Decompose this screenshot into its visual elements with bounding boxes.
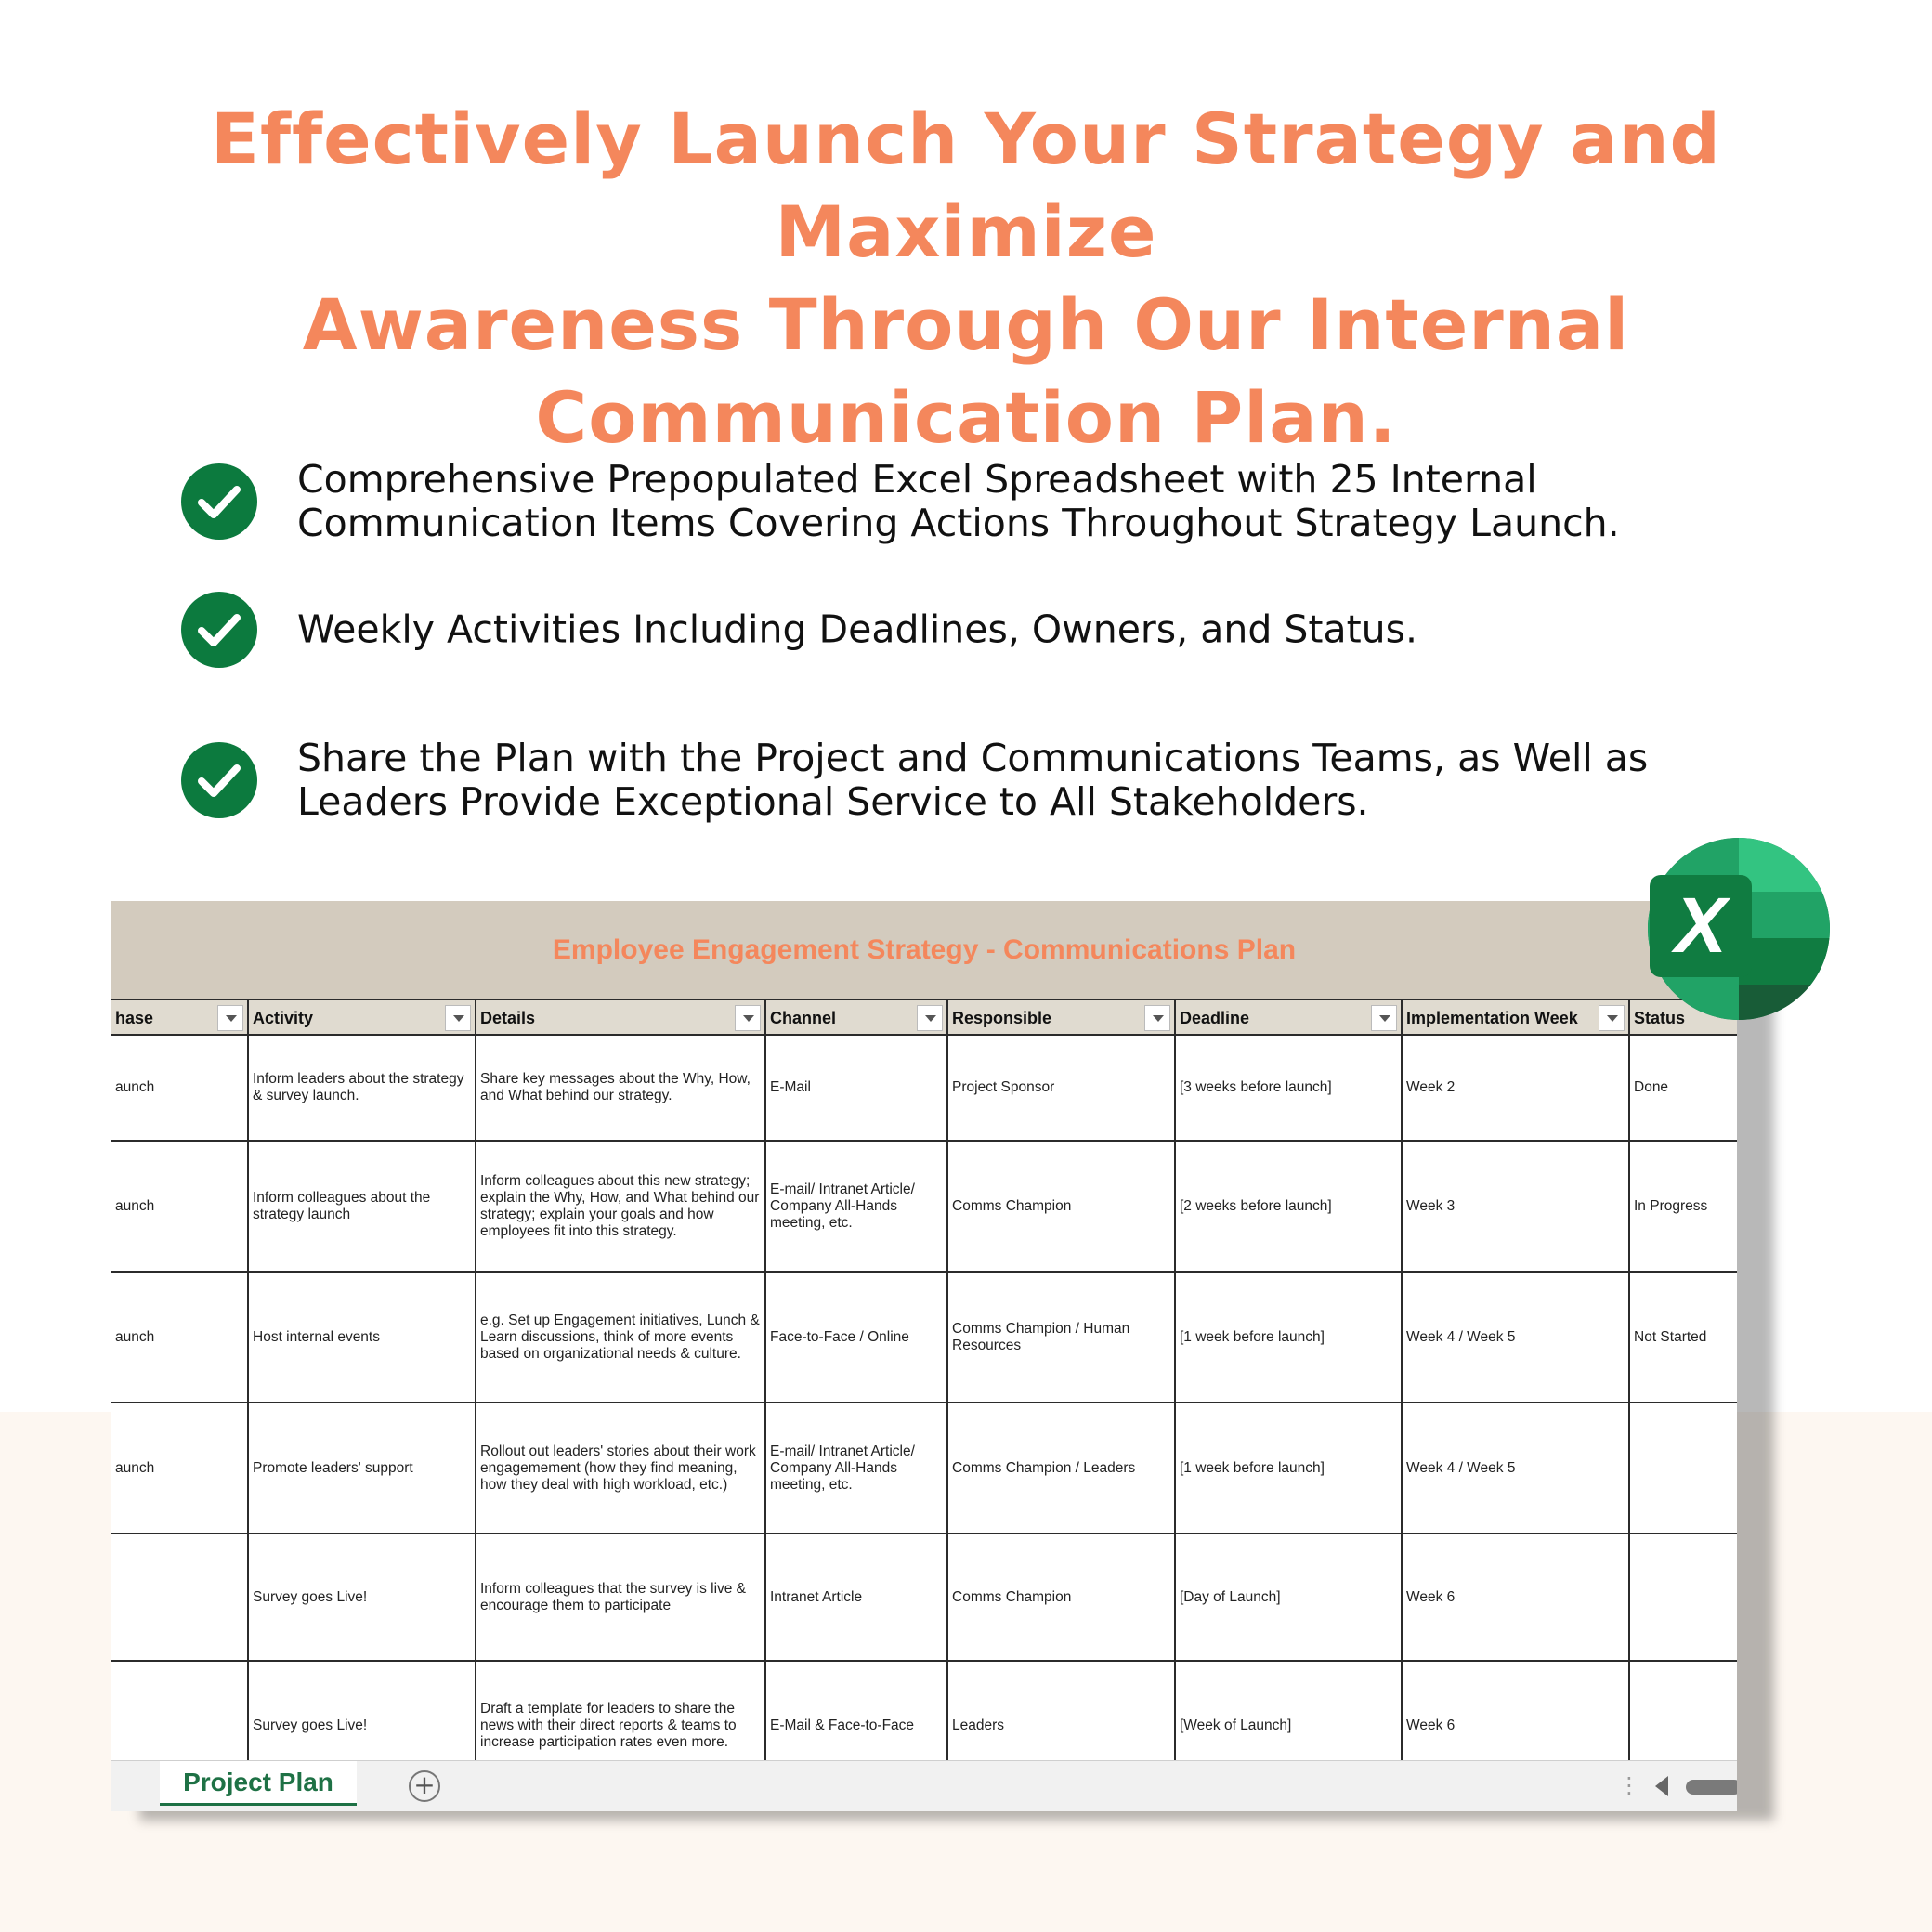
horizontal-scrollbar[interactable] — [1686, 1780, 1737, 1795]
bullet-item — [181, 734, 1853, 827]
column-header-activity[interactable] — [249, 1000, 476, 1036]
column-header-label: Status — [1634, 1009, 1686, 1027]
cell-details[interactable] — [476, 1273, 766, 1402]
more-options-icon[interactable]: ⋮ — [1618, 1772, 1640, 1798]
headline — [56, 93, 1876, 464]
cell-deadline[interactable] — [1176, 1036, 1403, 1140]
cell-text: Leaders — [952, 1717, 1005, 1733]
bullet-text — [297, 608, 1858, 652]
cell-text: Company All-Hands — [770, 1459, 897, 1476]
cell-responsible[interactable] — [948, 1036, 1176, 1140]
spreadsheet-window — [111, 901, 1737, 1811]
cell-text: Learn discussions, think of more events — [480, 1328, 734, 1345]
cell-phase[interactable] — [111, 1273, 249, 1402]
cell-phase[interactable] — [111, 1403, 249, 1533]
cell-text: encourage them to participate — [480, 1597, 672, 1613]
cell-text: Promote leaders' support — [253, 1459, 413, 1476]
cell-text: Done — [1634, 1079, 1669, 1095]
cell-week[interactable] — [1403, 1036, 1630, 1140]
cell-text: & survey launch. — [253, 1088, 359, 1103]
cell-text: E-mail/ Intranet Article/ — [770, 1442, 915, 1459]
cell-deadline[interactable] — [1176, 1142, 1403, 1271]
cell-text: Face-to-Face / Online — [770, 1328, 909, 1345]
cell-status[interactable] — [1630, 1534, 1737, 1660]
bullet-item — [181, 583, 1853, 676]
cell-channel[interactable] — [766, 1273, 948, 1402]
bullet-text — [297, 458, 1858, 545]
tab-project-plan[interactable]: Project Plan — [160, 1761, 357, 1806]
column-header-label: Responsible — [952, 1009, 1052, 1027]
cell-text: based on organizational needs & culture. — [480, 1345, 741, 1362]
cell-text: explain the Why, How, and What behind our — [480, 1189, 760, 1206]
cell-channel[interactable] — [766, 1534, 948, 1660]
column-header-phase[interactable] — [111, 1000, 249, 1036]
cell-details[interactable] — [476, 1036, 766, 1140]
table-row[interactable] — [111, 1036, 1737, 1142]
bullet-text — [297, 737, 1858, 824]
filter-dropdown-icon[interactable] — [917, 1005, 943, 1031]
column-header-implementation-week[interactable] — [1403, 1000, 1630, 1036]
scroll-left-icon[interactable] — [1655, 1776, 1668, 1796]
cell-text: Inform colleagues about this new strategy; — [480, 1172, 751, 1189]
column-header-deadline[interactable] — [1176, 1000, 1403, 1036]
cell-text: Rollout out leaders' stories about their work — [480, 1442, 756, 1459]
cell-activity[interactable] — [249, 1142, 476, 1271]
cell-text: In Progress — [1634, 1197, 1708, 1214]
cell-text: meeting, etc. — [770, 1214, 853, 1231]
cell-week[interactable] — [1403, 1534, 1630, 1660]
cell-text: strategy launch — [253, 1206, 351, 1222]
cell-text: Survey goes Live! — [253, 1717, 368, 1733]
bullet-line: Communication Items Covering Actions Throughout Strategy Launch. — [297, 501, 1620, 545]
cell-responsible[interactable] — [948, 1273, 1176, 1402]
cell-text: Week 2 — [1406, 1079, 1456, 1095]
excel-logo-icon — [1646, 836, 1832, 1022]
cell-text: Week 4 / Week 5 — [1406, 1459, 1516, 1476]
cell-text: Inform colleagues about the — [253, 1189, 431, 1206]
cell-responsible[interactable] — [948, 1403, 1176, 1533]
column-header-label: Details — [480, 1009, 536, 1027]
cell-status[interactable] — [1630, 1142, 1737, 1271]
cell-text: E-Mail & Face-to-Face — [770, 1717, 915, 1733]
cell-text: E-Mail — [770, 1079, 811, 1095]
cell-text: Project Sponsor — [952, 1079, 1055, 1095]
cell-text: [1 week before launch] — [1180, 1328, 1325, 1345]
bullet-line: Share the Plan with the Project and Communications Teams, as Well as — [297, 736, 1649, 780]
cell-text: Draft a template for leaders to share the — [480, 1701, 735, 1717]
filter-dropdown-icon[interactable] — [735, 1005, 761, 1031]
filter-dropdown-icon[interactable] — [1144, 1005, 1170, 1031]
cell-phase[interactable] — [111, 1036, 249, 1140]
column-header-responsible[interactable] — [948, 1000, 1176, 1036]
cell-activity[interactable] — [249, 1036, 476, 1140]
column-header-label: Deadline — [1180, 1009, 1250, 1027]
cell-week[interactable] — [1403, 1142, 1630, 1271]
cell-text: Intranet Article — [770, 1588, 863, 1605]
sheet-tab-bar — [111, 1760, 1737, 1811]
cell-text: Inform leaders about the strategy — [253, 1071, 464, 1087]
filter-dropdown-icon[interactable] — [445, 1005, 471, 1031]
table-row[interactable] — [111, 1534, 1737, 1662]
table-row[interactable] — [111, 1273, 1737, 1403]
cell-text: Comms Champion — [952, 1197, 1072, 1214]
cell-text: how they deal with high workload, etc.) — [480, 1476, 728, 1493]
cell-text: [2 weeks before launch] — [1180, 1197, 1332, 1214]
excel-logo-letter: X — [1674, 881, 1728, 969]
cell-text: news with their direct reports & teams to — [480, 1717, 737, 1733]
cell-text: Share key messages about the Why, How, — [480, 1071, 751, 1087]
cell-text: aunch — [115, 1328, 155, 1345]
headline-line-1: Effectively Launch Your Strategy and Maximize — [211, 98, 1721, 273]
table-row[interactable] — [111, 1403, 1737, 1534]
sheet-title: Employee Engagement Strategy - Communications Plan — [552, 934, 1297, 965]
cell-text: Week 4 / Week 5 — [1406, 1328, 1516, 1345]
cell-text: aunch — [115, 1459, 155, 1476]
cell-text: aunch — [115, 1079, 155, 1095]
cell-text: Week 6 — [1406, 1588, 1456, 1605]
cell-text: aunch — [115, 1197, 155, 1214]
cell-text: employees fit into this strategy. — [480, 1222, 677, 1239]
headline-line-2: Awareness Through Our Internal — [302, 283, 1630, 366]
column-header-details[interactable] — [476, 1000, 766, 1036]
header-row — [111, 999, 1737, 1036]
column-header-label: hase — [115, 1009, 154, 1027]
cell-text: Not Started — [1634, 1328, 1707, 1345]
cell-text: E-mail/ Intranet Article/ — [770, 1181, 915, 1197]
headline-line-3: Communication Plan. — [535, 376, 1397, 459]
column-header-channel[interactable] — [766, 1000, 948, 1036]
cell-text: Comms Champion — [952, 1588, 1072, 1605]
cell-text: [Week of Launch] — [1180, 1717, 1292, 1733]
cell-week[interactable] — [1403, 1273, 1630, 1402]
cell-channel[interactable] — [766, 1403, 948, 1533]
cell-status[interactable] — [1630, 1273, 1737, 1402]
cell-status[interactable] — [1630, 1036, 1737, 1140]
cell-phase[interactable] — [111, 1142, 249, 1271]
cell-status[interactable] — [1630, 1403, 1737, 1533]
cell-text: Comms Champion / Human — [952, 1320, 1130, 1337]
cell-deadline[interactable] — [1176, 1534, 1403, 1660]
cell-week[interactable] — [1403, 1403, 1630, 1533]
cell-text: meeting, etc. — [770, 1476, 853, 1493]
cell-deadline[interactable] — [1176, 1273, 1403, 1402]
cell-text: Inform colleagues that the survey is live & — [480, 1580, 747, 1597]
cell-channel[interactable] — [766, 1036, 948, 1140]
cell-phase[interactable] — [111, 1534, 249, 1660]
cell-text: and What behind our strategy. — [480, 1088, 672, 1103]
filter-dropdown-icon[interactable] — [1371, 1005, 1397, 1031]
check-circle-icon — [181, 742, 257, 818]
column-header-label: Activity — [253, 1009, 314, 1027]
cell-deadline[interactable] — [1176, 1403, 1403, 1533]
cell-activity[interactable] — [249, 1273, 476, 1402]
bullet-line: Comprehensive Prepopulated Excel Spreadsheet with 25 Internal — [297, 457, 1537, 502]
bullet-line: Weekly Activities Including Deadlines, Owners, and Status. — [297, 607, 1418, 652]
cell-text: Week 6 — [1406, 1717, 1456, 1733]
cell-details[interactable] — [476, 1534, 766, 1660]
cell-responsible[interactable] — [948, 1142, 1176, 1271]
cell-text: [1 week before launch] — [1180, 1459, 1325, 1476]
filter-dropdown-icon[interactable] — [1599, 1005, 1625, 1031]
cell-text: engagemement (how they find meaning, — [480, 1459, 738, 1476]
cell-responsible[interactable] — [948, 1534, 1176, 1660]
cell-text: strategy; explain your goals and how — [480, 1206, 714, 1222]
cell-text: Comms Champion / Leaders — [952, 1459, 1136, 1476]
cell-text: Company All-Hands — [770, 1197, 897, 1214]
check-circle-icon — [181, 592, 257, 668]
filter-sort-icon[interactable] — [217, 1005, 243, 1031]
cell-channel[interactable] — [766, 1142, 948, 1271]
cell-activity[interactable] — [249, 1534, 476, 1660]
cell-text: Week 3 — [1406, 1197, 1456, 1214]
bullet-line: Leaders Provide Exceptional Service to All Stakeholders. — [297, 779, 1369, 824]
cell-details[interactable] — [476, 1403, 766, 1533]
cell-text: [Day of Launch] — [1180, 1588, 1281, 1605]
check-circle-icon — [181, 463, 257, 540]
bullet-item — [181, 455, 1853, 548]
cell-details[interactable] — [476, 1142, 766, 1271]
column-header-label: Implementation Week — [1406, 1009, 1578, 1027]
cell-text: Survey goes Live! — [253, 1588, 368, 1605]
cell-text: increase participation rates even more. — [480, 1734, 729, 1750]
table-row[interactable] — [111, 1142, 1737, 1273]
cell-activity[interactable] — [249, 1403, 476, 1533]
column-header-label: Channel — [770, 1009, 837, 1027]
add-sheet-icon[interactable]: + — [409, 1770, 440, 1802]
cell-text: Host internal events — [253, 1328, 380, 1345]
cell-text: e.g. Set up Engagement initiatives, Lunch & — [480, 1312, 760, 1328]
cell-text: [3 weeks before launch] — [1180, 1079, 1332, 1095]
cell-text: Resources — [952, 1337, 1022, 1353]
